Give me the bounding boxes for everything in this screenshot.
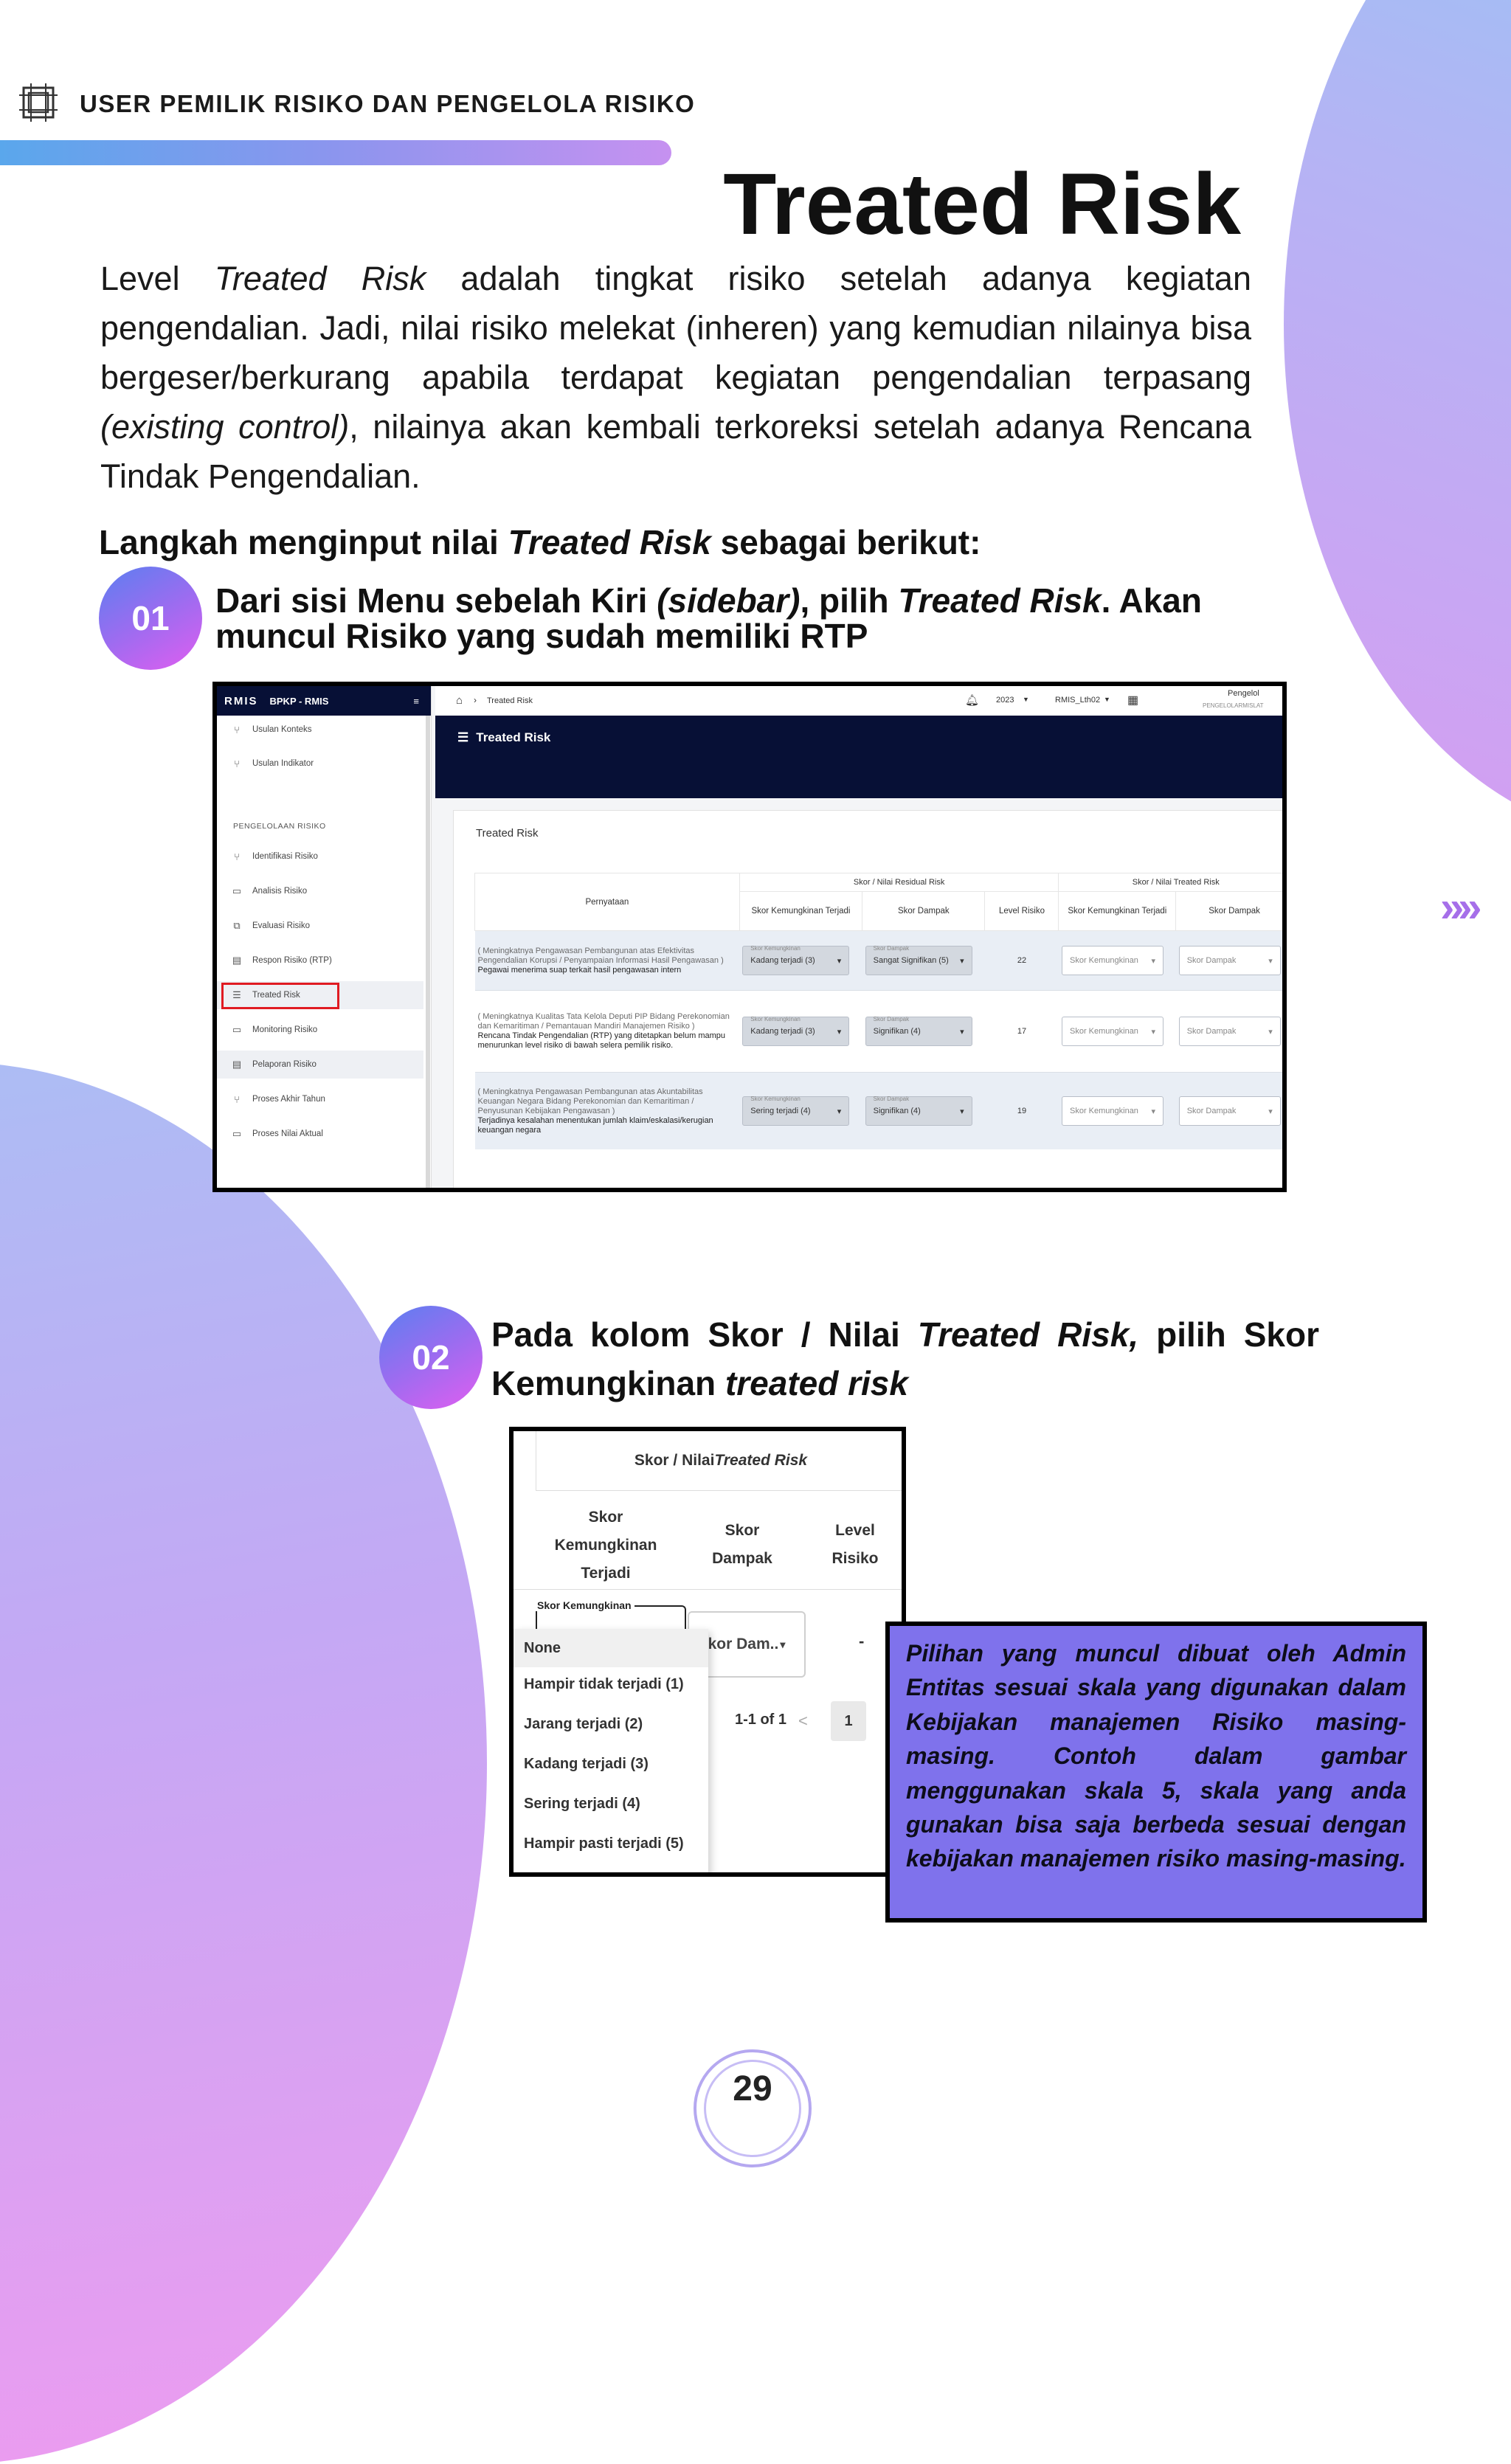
table-row <box>475 991 1287 1073</box>
chevron-down-icon: ▾ <box>960 956 964 966</box>
column-header-level-risiko: Level Risiko <box>985 892 1059 931</box>
column-header-treated-dampak: Skor Dampak <box>1176 892 1287 931</box>
brand-name: BPKP - RMIS <box>269 695 329 707</box>
risk-statement: Rencana Tindak Pengendalian (RTP) yang ditetapkan belum mampu menurunkan level risiko di bawah selera pemilik risiko. <box>477 1031 725 1050</box>
intro-paragraph: Level Treated Risk adalah tingkat risiko setelah adanya kegiatan pengendalian. Jadi, nilai risiko melekat (inheren) yang kemudian nilainya bisa bergeser/berkurang apabila terdapat kegiatan pengendalian terpasang (existing control), nilainya akan kembali terkoreksi setelah adanya Rencana Tindak Pengendalian. <box>100 260 1251 495</box>
risk-context: ( Meningkatnya Pengawasan Pembangunan atas Akuntabilitas Keuangan Negara Bidang Perekonomian dan Kemaritiman / Penyusunan Kebijakan Pengawasan ) <box>477 1087 703 1115</box>
dropdown-option[interactable]: Sering terjadi (4) <box>524 1796 640 1812</box>
header-gradient-bar <box>0 140 671 165</box>
chevron-down-icon: ▾ <box>780 1638 786 1650</box>
header-title: USER PEMILIK RISIKO DAN PENGELOLA RISIKO <box>80 90 696 117</box>
level-risiko-value: 22 <box>985 931 1059 991</box>
chevron-down-icon: ▾ <box>960 1107 964 1116</box>
treated-risk-card <box>453 810 1287 1192</box>
decorative-blob-top-right <box>1284 0 1511 841</box>
sidebar-item-usulan-konteks[interactable]: ⑂ Usulan Konteks <box>217 716 423 744</box>
risk-context: ( Meningkatnya Pengawasan Pembangunan atas Efektivitas Pengendalian Korupsi / Penyampaian Informasi Hasil Pengawasan ) <box>477 946 724 965</box>
level-risiko-value: 19 <box>985 1073 1059 1150</box>
column-group-treated-risk: Skor / Nilai Treated Risk <box>1059 873 1287 892</box>
chevrons-right-icon: »» <box>1440 883 1476 931</box>
sidebar-item-treated-risk[interactable]: ☰ Treated Risk <box>217 981 423 1009</box>
dropdown-option[interactable]: Jarang terjadi (2) <box>524 1716 643 1732</box>
sidebar-item-proses-akhir-tahun[interactable]: ⑂ Proses Akhir Tahun <box>217 1085 423 1113</box>
risk-statement: Terjadinya kesalahan menentukan jumlah klaim/eskalasi/kerugian keuangan negara <box>477 1115 713 1135</box>
monitor-icon: ▭ <box>232 885 242 896</box>
chevron-down-icon: ▾ <box>960 1027 964 1037</box>
chart-icon: ▤ <box>232 955 242 966</box>
page-number-badge <box>694 2049 812 2167</box>
step2-instruction: Pada kolom Skor / Nilai Treated Risk, pilih Skor Kemungkinan treated risk <box>491 1315 1320 1402</box>
monitor-icon: ▭ <box>232 1024 242 1035</box>
chevron-down-icon: ▾ <box>1268 1107 1273 1116</box>
sidebar-item-evaluasi-risiko[interactable]: ⧉ Evaluasi Risiko <box>217 912 423 940</box>
home-icon[interactable]: ⌂ <box>456 694 463 707</box>
step-number-badge: 02 <box>379 1306 483 1409</box>
sidebar-item-respon-risiko[interactable]: ▤ Respon Risiko (RTP) <box>217 947 423 975</box>
list-icon: ☰ <box>457 730 469 744</box>
report-icon: ▤ <box>232 1059 242 1070</box>
dropdown-option[interactable]: Hampir pasti terjadi (5) <box>524 1835 684 1852</box>
skor-kemungkinan-dropdown-screenshot <box>509 1427 906 1877</box>
bell-icon[interactable]: 🔔︎ <box>965 694 980 707</box>
page-title: Treated Risk <box>723 156 1241 253</box>
chevron-down-icon: ▾ <box>837 956 842 966</box>
user-role: PENGELOLARMISLAT <box>1203 702 1264 709</box>
sidebar-toggle-icon[interactable]: ≡ <box>413 695 419 707</box>
column-header-skor-kemungkinan: Skor Kemungkinan Terjadi <box>554 1509 657 1582</box>
sidebar-item-proses-nilai-aktual[interactable]: ▭ Proses Nilai Aktual <box>217 1120 423 1148</box>
divider <box>514 1589 905 1590</box>
residual-kemungkinan-select[interactable]: Skor Kemungkinan Kadang terjadi (3) ▾ <box>742 1017 849 1046</box>
step1-instruction: Dari sisi Menu sebelah Kiri (sidebar), pilih Treated Risk. Akan muncul Risiko yang sudah memiliki RTP <box>215 581 1202 655</box>
chevron-down-icon: ▾ <box>837 1107 842 1116</box>
sidebar-brand <box>217 686 431 716</box>
residual-kemungkinan-select[interactable]: Skor Kemungkinan Kadang terjadi (3) ▾ <box>742 946 849 975</box>
topbar <box>435 686 1287 716</box>
treated-dampak-select[interactable]: Skor Dampak ▾ <box>1179 1096 1281 1126</box>
treated-kemungkinan-select[interactable]: Skor Kemungkinan ▾ <box>1062 1017 1163 1046</box>
sidebar-scrollbar[interactable] <box>426 716 430 1188</box>
residual-dampak-select[interactable]: Skor Dampak Signifikan (4) ▾ <box>865 1017 972 1046</box>
sidebar-item-monitoring-risiko[interactable]: ▭ Monitoring Risiko <box>217 1016 423 1044</box>
chevron-down-icon: ▼ <box>1104 696 1110 703</box>
qr-code-icon[interactable]: ▦ <box>1127 694 1139 707</box>
treated-kemungkinan-select[interactable]: Skor Kemungkinan ▾ <box>1062 1096 1163 1126</box>
sidebar-item-usulan-indikator[interactable]: ⑂ Usulan Indikator <box>217 750 423 778</box>
dropdown-option[interactable]: Hampir tidak terjadi (1) <box>524 1676 684 1692</box>
branch-icon: ⑂ <box>234 724 240 736</box>
monitor-icon: ▭ <box>232 1128 242 1139</box>
page-number: 29 <box>733 2069 772 2108</box>
user-name[interactable]: Pengelol <box>1228 689 1259 698</box>
chevron-down-icon: ▼ <box>1023 696 1029 703</box>
breadcrumb[interactable]: Treated Risk <box>487 696 533 705</box>
treated-dampak-select[interactable]: Skor Dampak ▾ <box>1179 1017 1281 1046</box>
chevron-down-icon: ▾ <box>1151 956 1155 966</box>
table-row <box>475 931 1287 991</box>
step-number-badge: 01 <box>99 567 202 670</box>
chevron-down-icon: ▾ <box>1151 1107 1155 1116</box>
column-header-level-risiko: Level Risiko <box>831 1522 879 1567</box>
page-hero <box>435 716 1287 798</box>
list-icon: ☰ <box>232 989 241 1000</box>
level-risiko-value: 17 <box>985 991 1059 1073</box>
highlight-box <box>221 983 339 1009</box>
skor-dampak-select[interactable]: kor Dam.. ▾ <box>688 1611 806 1678</box>
card-title: Treated Risk <box>476 827 539 840</box>
page-number-button[interactable]: 1 <box>831 1701 866 1741</box>
role-select[interactable]: RMIS_Lth02 <box>1055 696 1101 705</box>
sidebar-item-pelaporan-risiko[interactable]: ▤ Pelaporan Risiko <box>217 1051 423 1079</box>
decorative-blob-bottom-left <box>0 1062 487 2464</box>
dropdown-options <box>514 1629 708 1877</box>
field-floating-label: Skor Kemungkinan <box>534 1599 635 1611</box>
steps-heading: Langkah menginput nilai Treated Risk sebagai berikut: <box>99 523 981 561</box>
branch-icon: ⑂ <box>234 851 240 862</box>
treated-risk-page-screenshot <box>212 682 1287 1192</box>
chevron-down-icon: ▾ <box>837 1027 842 1037</box>
copy-icon: ⧉ <box>233 920 241 931</box>
rmis-logo: RMIS <box>224 694 258 707</box>
header-grid-icon <box>19 83 58 122</box>
sidebar-item-analisis-risiko[interactable]: ▭ Analisis Risiko <box>217 877 423 905</box>
residual-dampak-select[interactable]: Skor Dampak Signifikan (4) ▾ <box>865 1096 972 1126</box>
column-header-pernyataan: Pernyataan <box>475 873 740 931</box>
column-header-skor-dampak: Skor Dampak <box>712 1522 772 1567</box>
column-group-treated-risk: Skor / Nilai Treated Risk <box>536 1431 905 1491</box>
treated-kemungkinan-select[interactable]: Skor Kemungkinan ▾ <box>1062 946 1163 975</box>
risk-context: ( Meningkatnya Kualitas Tata Kelola Deputi PIP Bidang Perekonomian dan Kemaritiman / Pemantauan Mandiri Manajemen Risiko ) <box>477 1012 730 1031</box>
dropdown-option[interactable]: Kadang terjadi (3) <box>524 1756 649 1772</box>
column-header-skor-kemungkinan: Skor Kemungkinan Terjadi <box>739 892 862 931</box>
hero-title: ☰ Treated Risk <box>457 730 551 744</box>
treated-risk-table <box>474 873 1287 1149</box>
chevron-down-icon: ▾ <box>1268 956 1273 966</box>
chevron-down-icon: ▾ <box>1151 1027 1155 1037</box>
column-header-skor-dampak: Skor Dampak <box>862 892 985 931</box>
sidebar-section-label: PENGELOLAAN RISIKO <box>233 822 326 831</box>
risk-statement: Pegawai menerima suap terkait hasil pengawasan intern <box>477 965 682 975</box>
breadcrumb-separator-icon: › <box>474 695 477 705</box>
dropdown-option-none[interactable]: None <box>514 1629 708 1667</box>
sidebar-item-identifikasi-risiko[interactable]: ⑂ Identifikasi Risiko <box>217 842 423 871</box>
branch-icon: ⑂ <box>234 1093 240 1105</box>
treated-dampak-select[interactable]: Skor Dampak ▾ <box>1179 946 1281 975</box>
column-group-residual-risk: Skor / Nilai Residual Risk <box>739 873 1059 892</box>
table-row <box>475 1073 1287 1150</box>
residual-dampak-select[interactable]: Skor Dampak Sangat Signifikan (5) ▾ <box>865 946 972 975</box>
column-header-treated-kemungkinan: Skor Kemungkinan Terjadi <box>1059 892 1176 931</box>
branch-icon: ⑂ <box>234 758 240 769</box>
previous-page-button[interactable]: < <box>798 1712 808 1730</box>
residual-kemungkinan-select[interactable]: Skor Kemungkinan Sering terjadi (4) ▾ <box>742 1096 849 1126</box>
chevron-down-icon: ▾ <box>1268 1027 1273 1037</box>
note-box: Pilihan yang muncul dibuat oleh Admin Entitas sesuai skala yang digunakan dalam Kebijakan manajemen Risiko masing-masing. Contoh dalam gambar menggunakan skala 5, skala yang anda gunakan bisa saja berbeda sesuai dengan kebijakan manajemen risiko masing-masing. <box>885 1622 1427 1923</box>
level-risiko-value: - <box>859 1632 865 1650</box>
pagination-label: 1-1 of 1 <box>735 1712 787 1728</box>
year-select[interactable]: 2023 <box>996 696 1014 705</box>
